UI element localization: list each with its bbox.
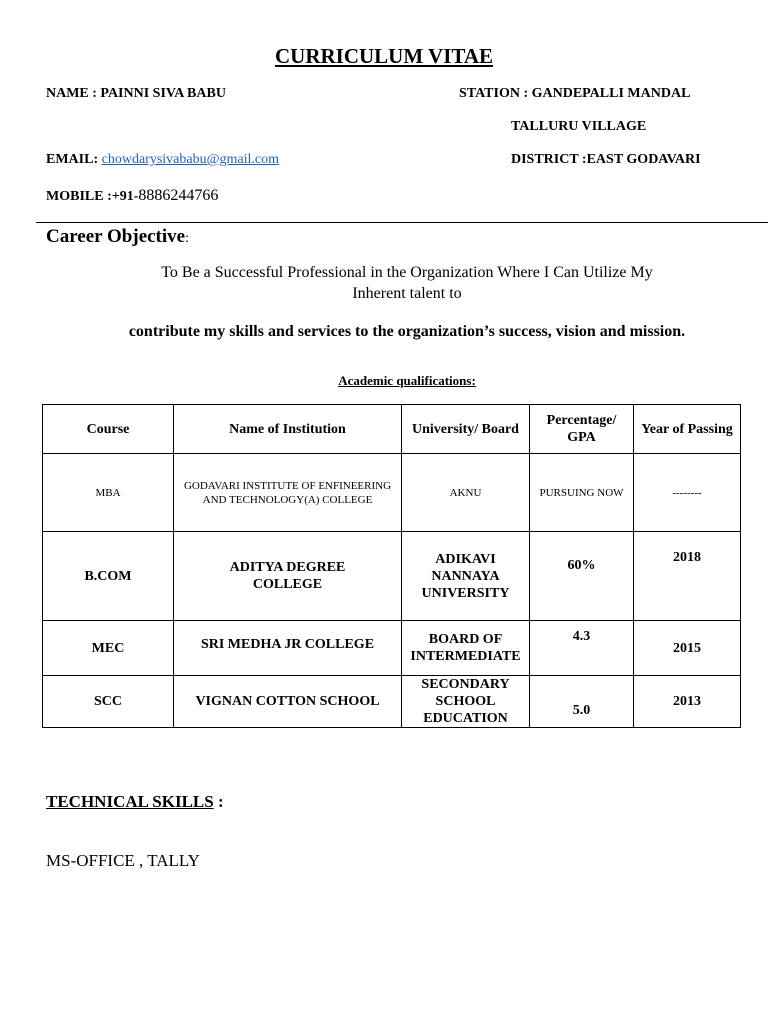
academic-table: [42, 404, 741, 728]
career-objective-heading: [46, 226, 189, 248]
technical-skills-list: MS-OFFICE , TALLY: [46, 851, 200, 870]
column-header-percentage: Percentage/ GPA: [530, 405, 634, 454]
name-field: NAME : PAINNI SIVA BABU: [46, 86, 226, 101]
cell-board: SECONDARY SCHOOL EDUCATION: [402, 676, 530, 728]
career-objective-colon: :: [185, 231, 189, 246]
column-header-board: University/ Board: [402, 405, 530, 454]
cell-institution: ADITYA DEGREE COLLEGE: [174, 532, 402, 621]
cell-percentage: PURSUING NOW: [530, 454, 634, 532]
technical-skills-heading: [46, 792, 224, 812]
table-row: [43, 676, 741, 728]
document-title: CURRICULUM VITAE: [275, 44, 493, 68]
technical-skills-colon: :: [213, 792, 224, 811]
mobile-label: MOBILE :+91-: [46, 189, 139, 204]
cell-board: AKNU: [402, 454, 530, 532]
cell-institution: VIGNAN COTTON SCHOOL: [174, 676, 402, 728]
header-divider: [36, 222, 768, 223]
cell-course: MBA: [43, 454, 174, 532]
column-header-institution: Name of Institution: [174, 405, 402, 454]
cell-year: 2013: [634, 676, 741, 728]
academic-heading: Academic qualifications:: [338, 373, 476, 388]
technical-skills-title: TECHNICAL SKILLS: [46, 792, 214, 811]
cell-course: B.COM: [43, 532, 174, 621]
career-objective-title: Career Objective: [46, 226, 186, 247]
cell-year: --------: [634, 454, 741, 532]
cell-percentage: 5.0: [530, 676, 634, 728]
mobile-row: [46, 187, 218, 205]
table-header-row: [43, 405, 741, 454]
district-field: DISTRICT :EAST GODAVARI: [511, 152, 701, 167]
village-field: TALLURU VILLAGE: [511, 119, 647, 134]
cell-year: 2018: [634, 532, 741, 621]
objective-line-3: contribute my skills and services to the organization’s success, vision and mission.: [128, 323, 686, 340]
cell-year: 2015: [634, 621, 741, 676]
cell-institution: SRI MEDHA JR COLLEGE: [174, 621, 402, 676]
column-header-course: Course: [43, 405, 174, 454]
table-row: [43, 454, 741, 532]
station-field: STATION : GANDEPALLI MANDAL: [459, 86, 691, 101]
table-row: [43, 621, 741, 676]
table-row: [43, 532, 741, 621]
cell-board: BOARD OF INTERMEDIATE: [402, 621, 530, 676]
objective-line-1: To Be a Successful Professional in the Organization Where I Can Utilize My: [161, 264, 653, 281]
cell-board: ADIKAVI NANNAYA UNIVERSITY: [402, 532, 530, 621]
cell-percentage: 4.3: [530, 621, 634, 676]
cell-percentage: 60%: [530, 532, 634, 621]
email-link[interactable]: chowdarysivababu@gmail.com: [101, 152, 279, 167]
cell-institution: GODAVARI INSTITUTE OF ENFINEERING AND TECHNOLOGY(A) COLLEGE: [174, 454, 402, 532]
objective-line-2: Inherent talent to: [352, 285, 462, 302]
email-label: EMAIL:: [46, 152, 102, 167]
column-header-year: Year of Passing: [634, 405, 741, 454]
cell-course: MEC: [43, 621, 174, 676]
email-row: [46, 152, 279, 168]
cell-course: SCC: [43, 676, 174, 728]
mobile-number: 8886244766: [138, 187, 219, 204]
